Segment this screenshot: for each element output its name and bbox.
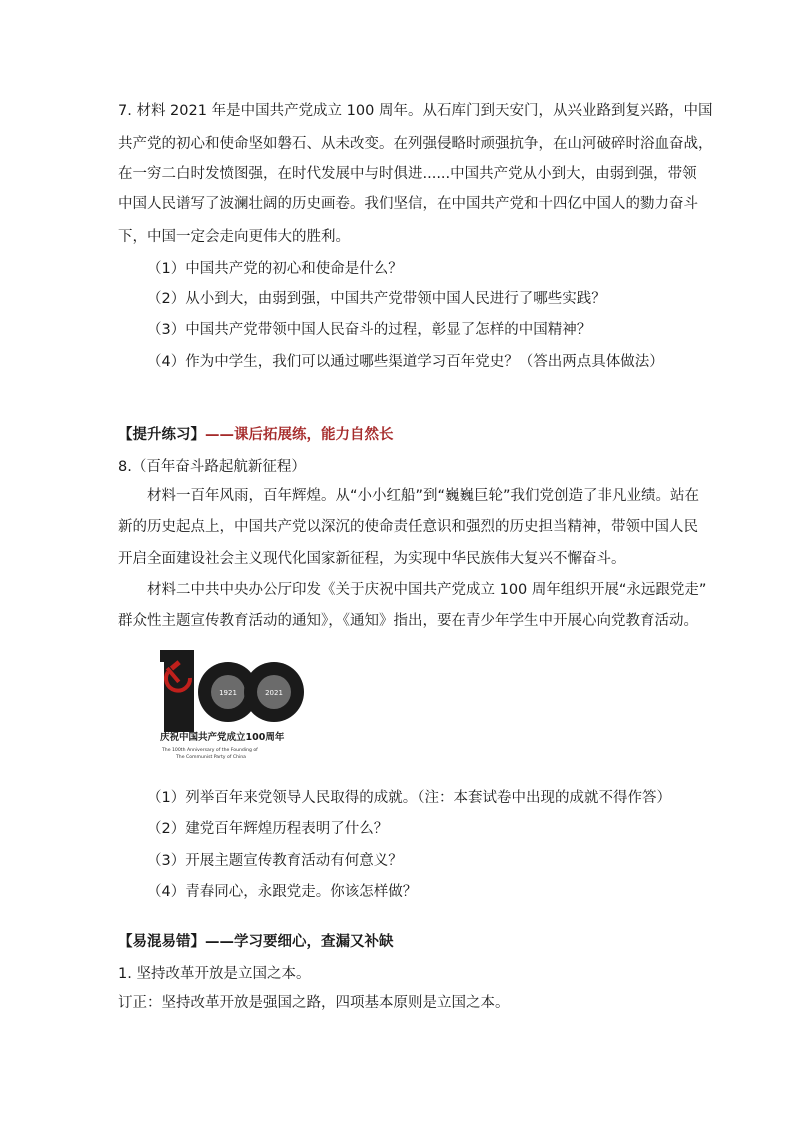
logo-caption-en-2: The Communist Party of China — [176, 755, 246, 760]
section-practice-slogan: ——课后拓展练，能力自然长 — [205, 427, 394, 443]
q8-line-3: 开启全面建设社会主义现代化国家新征程，为实现中华民族伟大复兴不懈奋斗。 — [118, 551, 626, 567]
q8-question-3: （3）开展主题宣传教育活动有何意义？ — [147, 853, 403, 869]
q7-question-1: （1）中国共产党的初心和使命是什么？ — [147, 261, 403, 277]
q8-title: 8.（百年奋斗路起航新征程） — [118, 459, 306, 475]
q7-line-2: 共产党的初心和使命坚如磐石、从未改变。在列强侵略时顽强抗争，在山河破碎时浴血奋战， — [118, 136, 713, 152]
logo-year-right: 2021 — [265, 689, 283, 697]
q8-line-4: 材料二中共中央办公厅印发《关于庆祝中国共产党成立 100 周年组织开展“永远跟党走” — [147, 582, 707, 598]
section-mistakes-heading — [118, 932, 394, 952]
logo-year-left: 1921 — [219, 689, 237, 697]
logo-digit-one-serif — [160, 650, 194, 662]
mistake-1-correction: 订正：坚持改革开放是强国之路，四项基本原则是立国之本。 — [118, 995, 510, 1011]
section-mistakes-slogan: ——学习要细心，查漏又补缺 — [205, 934, 394, 950]
section-mistakes-tag: 【易混易错】 — [118, 934, 205, 950]
mistake-1-statement: 1. 坚持改革开放是立国之本。 — [118, 966, 311, 982]
q7-question-3: （3）中国共产党带领中国人民奋斗的过程，彰显了怎样的中国精神？ — [147, 322, 592, 338]
section-practice-heading — [118, 425, 394, 445]
q8-line-5: 群众性主题宣传教育活动的通知》，《通知》指出，要在青少年学生中开展心向党教育活动。 — [118, 613, 698, 629]
q7-line-3: 在一穷二白时发愤图强，在时代发展中与时俱进......中国共产党从小到大，由弱到强，带领 — [118, 166, 697, 182]
q7-line-1: 7. 材料 2021 年是中国共产党成立 100 周年。从石库门到天安门，从兴业路到复兴路，中国 — [118, 103, 713, 119]
q8-line-2: 新的历史起点上，中国共产党以深沉的使命责任意识和强烈的历史担当精神，带领中国人民 — [118, 519, 698, 535]
q7-line-4: 中国人民谱写了波澜壮阔的历史画卷。我们坚信，在中国共产党和十四亿中国人的勠力奋斗 — [118, 196, 698, 212]
centenary-logo-image — [160, 650, 310, 770]
q8-line-1: 材料一百年风雨，百年辉煌。从“小小红船”到“巍巍巨轮”我们党创造了非凡业绩。站在 — [147, 488, 700, 504]
q7-question-4: （4）作为中学生，我们可以通过哪些渠道学习百年党史？（答出两点具体做法） — [147, 354, 664, 370]
section-practice-tag: 【提升练习】 — [118, 427, 205, 443]
logo-caption-cn: 庆祝中国共产党成立100周年 — [160, 732, 285, 743]
q8-question-1: （1）列举百年来党领导人民取得的成就。（注：本套试卷中出现的成就不得作答） — [147, 790, 671, 806]
logo-caption-en-1: The 100th Anniversary of the Founding of — [162, 748, 258, 753]
q8-question-4: （4）青春同心，永跟党走。你该怎样做？ — [147, 884, 418, 900]
q7-line-5: 下，中国一定会走向更伟大的胜利。 — [118, 229, 350, 245]
q8-question-2: （2）建党百年辉煌历程表明了什么？ — [147, 821, 389, 837]
q7-question-2: （2）从小到大，由弱到强，中国共产党带领中国人民进行了哪些实践？ — [147, 291, 606, 307]
